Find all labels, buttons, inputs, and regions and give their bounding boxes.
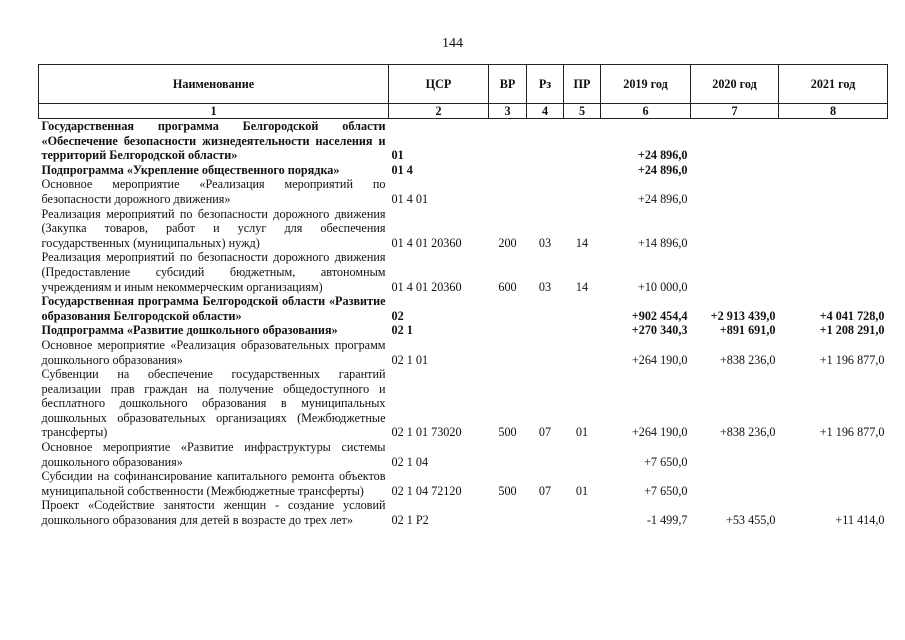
header-rz: Рз xyxy=(527,65,564,104)
row-2019: +7 650,0 xyxy=(644,483,688,498)
row-pr: 14 xyxy=(575,235,589,250)
row-vr xyxy=(489,294,527,323)
row-vr: 500 xyxy=(498,483,517,498)
row-2021 xyxy=(779,469,888,498)
header-row xyxy=(39,65,888,104)
row-2021 xyxy=(779,250,888,294)
row-vr xyxy=(489,163,527,178)
header-2019: 2019 год xyxy=(601,65,691,104)
row-vr xyxy=(489,119,527,163)
table-row xyxy=(39,207,888,251)
row-2021: +1 208 291,0 xyxy=(819,323,885,338)
header-csr: ЦСР xyxy=(389,65,489,104)
row-csr: 02 1 04 xyxy=(391,454,429,469)
column-number: 1 xyxy=(39,104,389,119)
row-2021 xyxy=(779,163,888,178)
row-name: Проект «Содействие занятости женщин - создание условий дошкольного образования для детей в возрасте до трех лет» xyxy=(41,498,386,528)
row-vr xyxy=(489,338,527,367)
table-row xyxy=(39,177,888,206)
row-2020: +53 455,0 xyxy=(725,513,776,528)
row-pr: 01 xyxy=(575,425,589,440)
row-vr xyxy=(489,440,527,469)
row-2020 xyxy=(691,250,779,294)
row-pr xyxy=(564,498,601,527)
row-2019: +24 896,0 xyxy=(637,162,688,177)
row-2020 xyxy=(691,440,779,469)
row-2019: +24 896,0 xyxy=(637,148,688,163)
row-csr: 01 xyxy=(391,148,404,163)
row-2020: +838 236,0 xyxy=(719,425,776,440)
row-2019: +264 190,0 xyxy=(631,352,688,367)
row-name: Основное мероприятие «Реализация мероприятий по безопасности дорожного движения» xyxy=(41,177,386,206)
row-name: Субсидии на софинансирование капитального ремонта объектов муниципальной собственности (Межбюджетные трансферты) xyxy=(41,469,386,498)
row-csr: 01 4 01 xyxy=(391,191,429,206)
row-csr: 01 4 01 20360 xyxy=(391,279,462,294)
row-pr: 01 xyxy=(575,483,589,498)
row-2020 xyxy=(691,177,779,206)
row-name: Основное мероприятие «Реализация образовательных программ дошкольного образования» xyxy=(41,337,386,367)
table-row xyxy=(39,338,888,367)
row-2021 xyxy=(779,119,888,163)
row-pr xyxy=(564,294,601,323)
row-2021: +4 041 728,0 xyxy=(819,308,885,323)
row-pr xyxy=(564,119,601,163)
row-rz xyxy=(527,119,564,163)
row-vr xyxy=(489,323,527,338)
row-name: Государственная программа Белгородской области «Развитие образования Белгородской области» xyxy=(41,294,386,323)
row-2019: +7 650,0 xyxy=(644,454,688,469)
row-2021: +1 196 877,0 xyxy=(819,352,885,367)
row-csr: 02 xyxy=(391,308,404,323)
budget-table xyxy=(38,64,888,528)
row-vr: 200 xyxy=(498,235,517,250)
row-2021: +1 196 877,0 xyxy=(819,425,885,440)
row-name: Субвенции на обеспечение государственных гарантий реализации прав граждан на получение общедоступного и бесплатного дошкольного образования в муниципальных дошкольных образовательных организациях (Межбюджетные трансферты) xyxy=(41,367,386,440)
row-rz: 03 xyxy=(538,235,552,250)
table-row xyxy=(39,469,888,498)
table-row xyxy=(39,498,888,527)
row-pr xyxy=(564,177,601,206)
row-2019: +14 896,0 xyxy=(637,235,688,250)
row-2021 xyxy=(779,440,888,469)
row-pr xyxy=(564,163,601,178)
row-vr xyxy=(489,177,527,206)
row-name: Реализация мероприятий по безопасности дорожного движения (Закупка товаров, работ и услуг для обеспечения государственных (муниципальных) нужд) xyxy=(41,206,386,250)
row-2021: +11 414,0 xyxy=(835,513,885,528)
row-rz xyxy=(527,440,564,469)
row-csr: 02 1 01 73020 xyxy=(391,425,462,440)
row-2019: +10 000,0 xyxy=(637,279,688,294)
row-rz xyxy=(527,163,564,178)
row-pr xyxy=(564,440,601,469)
column-number: 3 xyxy=(489,104,527,119)
row-rz xyxy=(527,177,564,206)
row-vr: 600 xyxy=(498,279,517,294)
table-body xyxy=(39,119,888,528)
row-rz: 07 xyxy=(538,483,552,498)
row-rz xyxy=(527,294,564,323)
table-row xyxy=(39,250,888,294)
row-2019: +902 454,4 xyxy=(631,308,688,323)
row-rz: 07 xyxy=(538,425,552,440)
row-pr xyxy=(564,323,601,338)
row-rz: 03 xyxy=(538,279,552,294)
row-2020 xyxy=(691,207,779,251)
header-vr: ВР xyxy=(489,65,527,104)
table-row xyxy=(39,294,888,323)
row-name: Государственная программа Белгородской области «Обеспечение безопасности жизнедеятельности населения и территорий Белгородской области» xyxy=(41,119,386,163)
row-vr xyxy=(489,498,527,527)
header-2021: 2021 год xyxy=(779,65,888,104)
row-csr: 01 4 xyxy=(391,162,413,177)
row-2020 xyxy=(691,469,779,498)
header-2020: 2020 год xyxy=(691,65,779,104)
row-2019: +24 896,0 xyxy=(637,191,688,206)
column-number-row xyxy=(39,104,888,119)
row-2020 xyxy=(691,119,779,163)
row-2021 xyxy=(779,177,888,206)
row-rz xyxy=(527,323,564,338)
row-rz xyxy=(527,338,564,367)
row-rz xyxy=(527,498,564,527)
row-2020: +838 236,0 xyxy=(719,352,776,367)
table-row xyxy=(39,119,888,163)
row-csr: 02 1 01 xyxy=(391,352,429,367)
row-csr: 02 1 xyxy=(391,323,413,338)
column-number: 6 xyxy=(601,104,691,119)
row-name: Подпрограмма «Развитие дошкольного образования» xyxy=(41,323,338,338)
table-row xyxy=(39,440,888,469)
table-row xyxy=(39,367,888,440)
row-pr xyxy=(564,338,601,367)
row-name: Основное мероприятие «Развитие инфраструктуры системы дошкольного образования» xyxy=(41,440,386,469)
row-2021 xyxy=(779,207,888,251)
row-2019: -1 499,7 xyxy=(646,513,688,528)
column-number: 4 xyxy=(527,104,564,119)
header-name: Наименование xyxy=(39,65,389,104)
column-number: 2 xyxy=(389,104,489,119)
row-2020: +891 691,0 xyxy=(719,323,776,338)
row-name: Реализация мероприятий по безопасности дорожного движения (Предоставление субсидий бюджетным, автономным учреждениям и иным некоммерческим организациям) xyxy=(41,250,386,294)
column-number: 8 xyxy=(779,104,888,119)
column-number: 5 xyxy=(564,104,601,119)
page-number: 144 xyxy=(442,36,463,51)
row-csr: 02 1 P2 xyxy=(391,513,429,528)
row-pr: 14 xyxy=(575,279,589,294)
row-vr: 500 xyxy=(498,425,517,440)
row-2019: +264 190,0 xyxy=(631,425,688,440)
table-row xyxy=(39,323,888,338)
row-name: Подпрограмма «Укрепление общественного порядка» xyxy=(41,162,340,177)
row-csr: 01 4 01 20360 xyxy=(391,235,462,250)
row-2019: +270 340,3 xyxy=(631,323,688,338)
row-csr: 02 1 04 72120 xyxy=(391,483,462,498)
row-2020: +2 913 439,0 xyxy=(710,308,776,323)
header-pr: ПР xyxy=(564,65,601,104)
table-row xyxy=(39,163,888,178)
column-number: 7 xyxy=(691,104,779,119)
row-2020 xyxy=(691,163,779,178)
